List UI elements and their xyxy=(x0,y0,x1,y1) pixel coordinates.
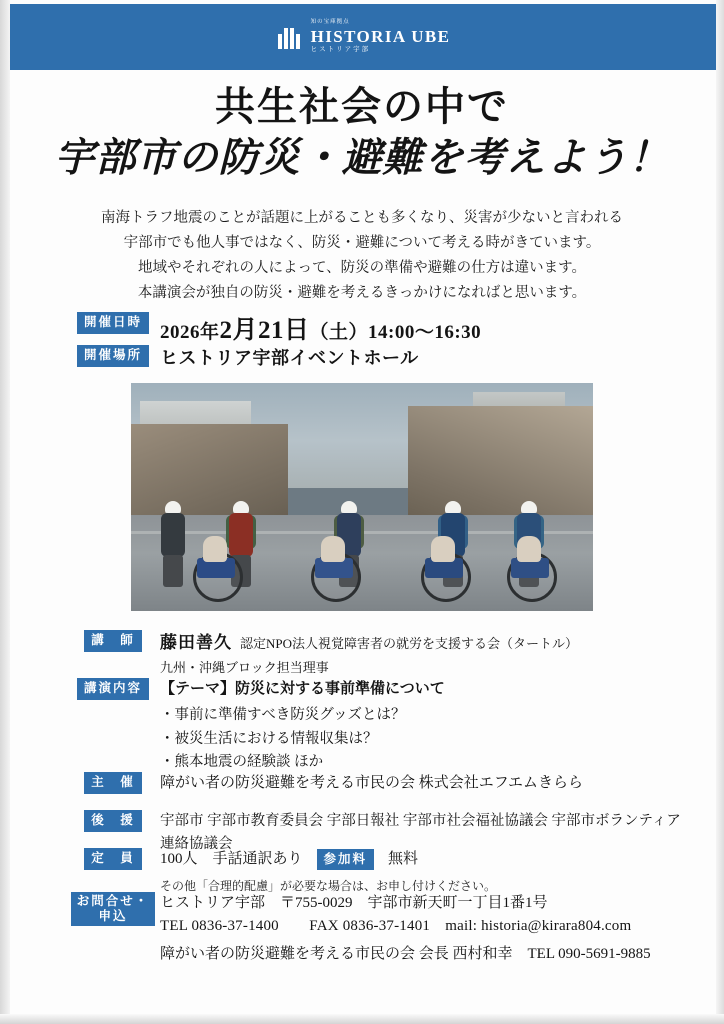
content-label: 講演内容 xyxy=(77,678,149,700)
place-label: 開催場所 xyxy=(77,345,149,367)
host-row xyxy=(76,772,694,795)
place-value: ヒストリア宇部イベントホール xyxy=(160,348,419,368)
content-heading: 【テーマ】防災に対する事前準備について xyxy=(160,681,445,697)
lecturer-organization: 認定NPO法人視覚障害者の就労を支援する会（タートル） xyxy=(240,636,579,651)
contact-row xyxy=(76,892,694,966)
capacity-label: 定 員 xyxy=(84,848,142,870)
title-line-1: 共生社会の中で xyxy=(215,84,509,129)
datetime-year: 2026年 xyxy=(160,322,220,343)
datetime-month-day: 2月21日 xyxy=(219,317,310,344)
lead-paragraph xyxy=(0,206,724,306)
datetime-label: 開催日時 xyxy=(77,312,149,334)
contact-label-line-2: 申込 xyxy=(98,909,128,923)
list-item: ・事前に準備すべき防災グッズとは？ xyxy=(160,707,406,724)
contact-tel-fax-mail: TEL 0836-37-1400 FAX 0836-37-1401 mail: historia@kirara804.com xyxy=(160,918,632,935)
contact-label-line-1: お問合せ・ xyxy=(76,894,150,908)
contact-address: ヒストリア宇部 〒755-0029 宇部市新天町一丁目1番1号 xyxy=(160,895,548,911)
lead-line-4: 本講演会が独自の防災・避難を考えるきっかけになればと思います。 xyxy=(137,284,587,301)
capacity-note: その他「合理的配慮」が必要な場合は、お申し付けください。 xyxy=(160,879,497,894)
page-title xyxy=(0,82,724,184)
lead-line-1: 南海トラフ地震のことが話題に上がることも多くなり、災害が少ないと言われる xyxy=(101,210,623,226)
scan-edge-bottom xyxy=(0,1014,724,1024)
lecturer-row xyxy=(76,630,694,678)
support-label: 後 援 xyxy=(84,810,142,832)
evacuation-photo xyxy=(131,383,593,611)
list-item: ・熊本地震の経験談 ほか xyxy=(160,754,324,771)
capacity-value: 100人 手話通訳あり xyxy=(160,851,303,867)
content-list xyxy=(160,704,694,774)
logo-text xyxy=(311,20,451,54)
lecture-content-row xyxy=(76,678,694,775)
title-line-2: 宇部市の防災・避難を考えよう！ xyxy=(54,135,670,180)
historia-ube-logo xyxy=(276,20,451,54)
contact-label xyxy=(71,892,156,926)
photo-wheelchair xyxy=(503,542,561,602)
building-icon xyxy=(276,25,302,49)
capacity-row xyxy=(76,848,694,896)
photo-wheelchair xyxy=(417,542,475,602)
photo-wheelchair xyxy=(307,542,365,602)
lecturer-name: 藤田善久 xyxy=(160,633,232,652)
lead-line-2: 宇部市でも他人事ではなく、防災・避難について考える時がきています。 xyxy=(123,234,601,251)
photo-wheelchair xyxy=(189,542,247,602)
header-band xyxy=(10,4,716,70)
support-value: 宇部市 宇部市教育委員会 宇部日報社 宇部市社会福祉協議会 宇部市ボランティア連絡協議会 xyxy=(160,813,681,853)
contact-organizer: 障がい者の防災避難を考える市民の会 会長 西村和幸 TEL 090-5691-9885 xyxy=(160,945,651,962)
lead-line-3: 地域やそれぞれの人によって、防災の準備や避難の仕方は違います。 xyxy=(137,259,587,276)
photo-helper-figure xyxy=(151,501,195,593)
lecturer-organization-2: 九州・沖縄ブロック担当理事 xyxy=(160,660,329,676)
fee-label: 参加料 xyxy=(317,849,375,871)
host-label: 主 催 xyxy=(84,772,142,794)
lecturer-label: 講 師 xyxy=(84,630,142,652)
logo-title: HISTORIA UBE xyxy=(310,26,451,46)
host-value: 障がい者の防災避難を考える市民の会 株式会社エフエムきらら xyxy=(160,775,584,791)
event-place-row xyxy=(76,345,694,373)
list-item: ・被災生活における情報収集は？ xyxy=(160,730,378,747)
datetime-weekday-time: （土）14:00〜16:30 xyxy=(309,322,482,343)
logo-supertitle: 知の宝庫拠点 xyxy=(310,18,350,25)
fee-value: 無料 xyxy=(388,851,419,867)
logo-subtitle: ヒストリア宇部 xyxy=(310,46,371,54)
